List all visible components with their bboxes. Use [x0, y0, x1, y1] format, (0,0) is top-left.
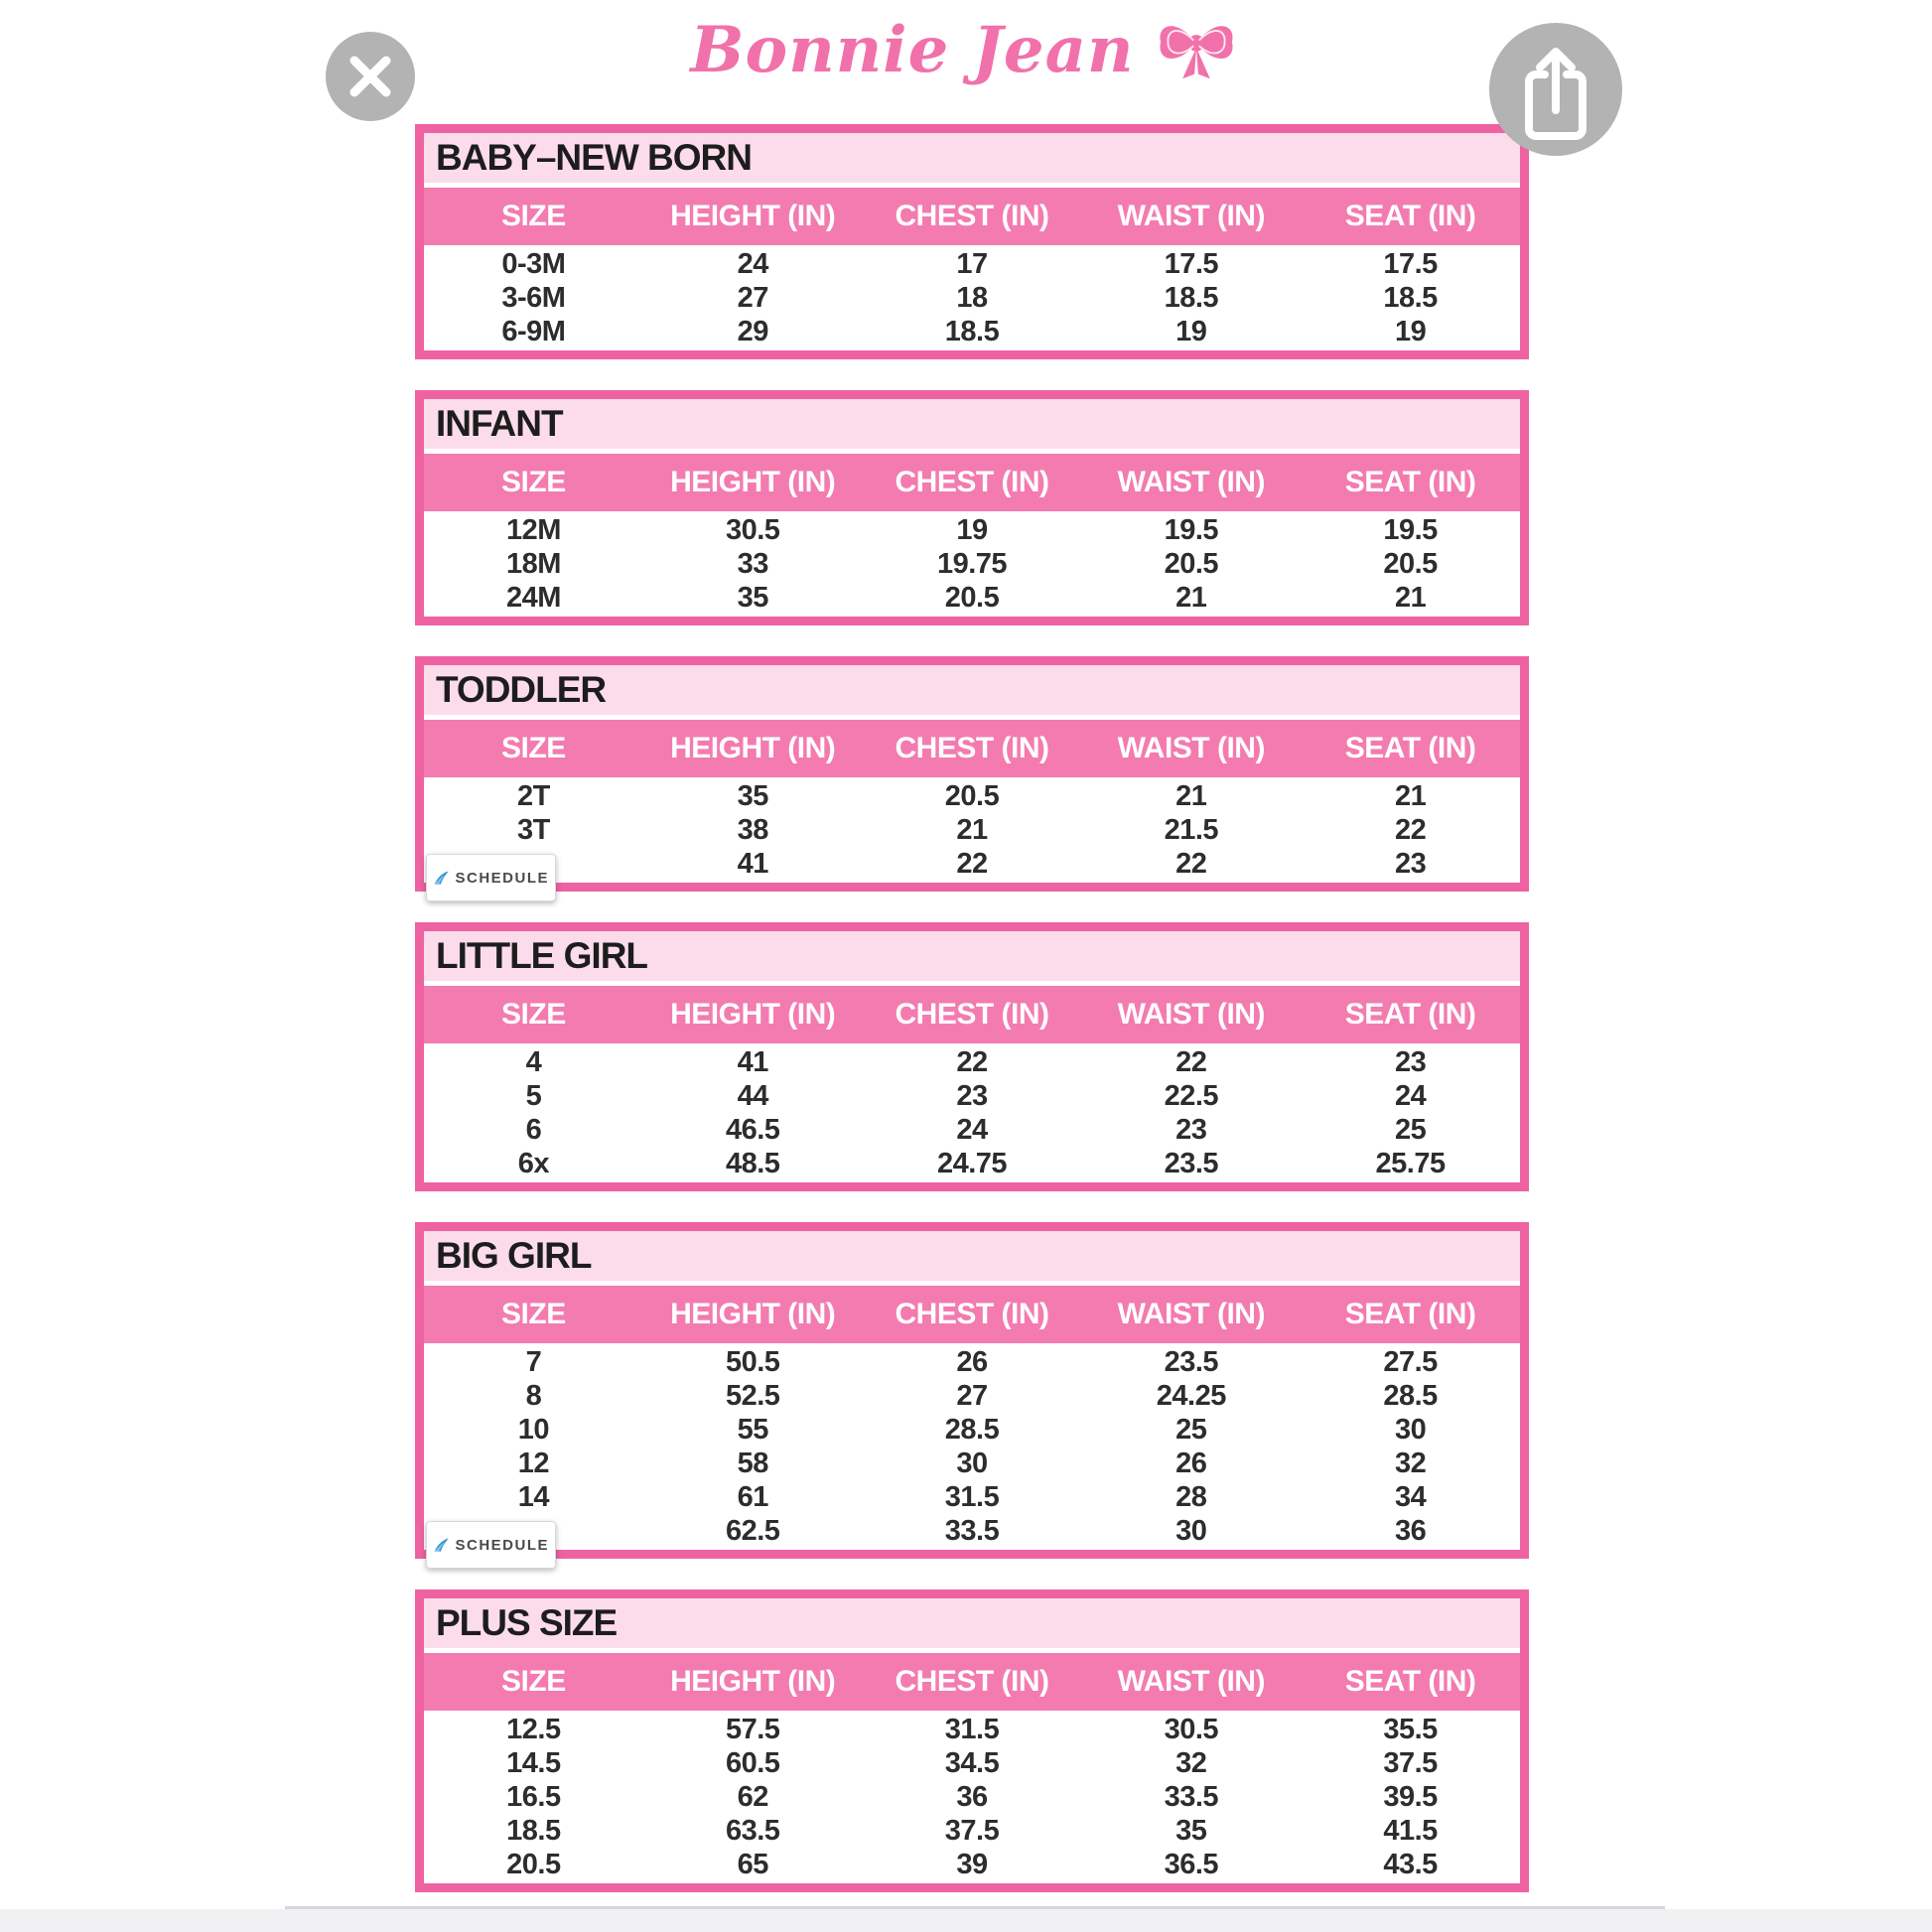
table-cell: 61	[737, 1480, 768, 1513]
table-cell: 21	[1394, 779, 1427, 812]
size-table-plus-size	[415, 1589, 1529, 1892]
share-icon	[1489, 23, 1622, 156]
table-cell: 30	[956, 1447, 988, 1479]
table-rows	[424, 1043, 1520, 1182]
table-row	[424, 779, 1520, 813]
column-header: SEAT (IN)	[1344, 1665, 1476, 1698]
column-header: WAIST (IN)	[1117, 200, 1265, 232]
schedule-icon	[433, 1536, 450, 1555]
column-header: SEAT (IN)	[1344, 200, 1476, 232]
table-cell: 19	[1175, 315, 1207, 347]
table-row	[424, 1413, 1520, 1447]
column-header: SIZE	[501, 466, 566, 498]
table-cell: 55	[737, 1413, 768, 1446]
table-row	[424, 813, 1520, 847]
table-cell: 20.5	[944, 581, 1000, 614]
table-cell: 12	[517, 1447, 550, 1479]
table-row	[424, 847, 1520, 881]
column-header: SEAT (IN)	[1344, 998, 1476, 1031]
table-row	[424, 1713, 1520, 1746]
table-cell: 5	[525, 1079, 542, 1112]
table-cell: 20.5	[1164, 547, 1219, 580]
table-header-row	[424, 1653, 1520, 1711]
column-header: WAIST (IN)	[1117, 1665, 1265, 1698]
table-header-row	[424, 986, 1520, 1043]
table-cell: 35	[737, 779, 768, 812]
table-cell: 21	[1394, 581, 1427, 614]
column-header: SEAT (IN)	[1344, 466, 1476, 498]
table-cell: 41	[737, 847, 768, 880]
size-table-baby-new-born	[415, 124, 1529, 359]
table-cell: 41	[737, 1045, 768, 1078]
table-cell: 20.5	[944, 779, 1000, 812]
table-row	[424, 1045, 1520, 1079]
table-cell: 36	[956, 1780, 988, 1813]
table-cell: 32	[1394, 1447, 1427, 1479]
table-cell: 23	[1394, 847, 1427, 880]
table-title: BABY–NEW BORN	[424, 133, 1520, 183]
table-cell: 50.5	[725, 1345, 780, 1378]
table-cell: 8	[525, 1379, 542, 1412]
table-cell: 17	[956, 247, 988, 280]
table-row	[424, 1345, 1520, 1379]
table-cell: 27	[737, 281, 768, 314]
share-button[interactable]	[1489, 23, 1622, 156]
table-cell: 23	[1175, 1113, 1207, 1146]
table-cell: 36	[1394, 1514, 1427, 1547]
table-cell: 2T	[516, 779, 550, 812]
table-row	[424, 1814, 1520, 1848]
table-cell: 23	[1394, 1045, 1427, 1078]
table-cell: 3T	[516, 813, 550, 846]
table-title: BIG GIRL	[424, 1231, 1520, 1281]
column-header: HEIGHT (IN)	[670, 466, 836, 498]
table-cell: 22	[1175, 847, 1207, 880]
table-header-row	[424, 1286, 1520, 1343]
column-header: CHEST (IN)	[895, 466, 1049, 498]
table-cell: 21.5	[1164, 813, 1219, 846]
table-cell: 35	[737, 581, 768, 614]
schedule-overlay-label: SCHEDULE	[455, 869, 549, 887]
table-cell: 28.5	[944, 1413, 1000, 1446]
column-header: WAIST (IN)	[1117, 466, 1265, 498]
column-header: SIZE	[501, 1665, 566, 1698]
table-cell: 6x	[517, 1147, 550, 1179]
column-header: SIZE	[501, 998, 566, 1031]
table-cell: 22	[956, 1045, 988, 1078]
table-cell: 39	[956, 1848, 988, 1880]
table-cell: 24.25	[1156, 1379, 1226, 1412]
table-header-row	[424, 454, 1520, 511]
table-cell: 38	[737, 813, 768, 846]
table-cell: 12M	[505, 513, 561, 546]
schedule-overlay-label: SCHEDULE	[455, 1536, 549, 1554]
table-cell: 22	[1394, 813, 1427, 846]
table-cell: 29	[737, 315, 768, 347]
table-row	[424, 513, 1520, 547]
column-header: WAIST (IN)	[1117, 998, 1265, 1031]
table-rows	[424, 245, 1520, 350]
table-row	[424, 1079, 1520, 1113]
table-cell: 28.5	[1383, 1379, 1438, 1412]
schedule-overlay-button[interactable]	[426, 1521, 556, 1569]
table-cell: 16.5	[506, 1780, 561, 1813]
table-cell: 21	[956, 813, 988, 846]
table-cell: 24	[737, 247, 768, 280]
table-cell: 33.5	[944, 1514, 1000, 1547]
table-cell: 23	[956, 1079, 988, 1112]
schedule-icon	[433, 869, 450, 888]
table-row	[424, 1447, 1520, 1480]
table-cell: 33	[737, 547, 768, 580]
table-row	[424, 315, 1520, 348]
table-cell: 4	[525, 1045, 542, 1078]
table-cell: 31.5	[944, 1713, 1000, 1745]
column-header: CHEST (IN)	[895, 732, 1049, 764]
column-header: CHEST (IN)	[895, 1298, 1049, 1330]
table-cell: 35.5	[1383, 1713, 1438, 1745]
table-row	[424, 581, 1520, 615]
table-rows	[424, 511, 1520, 617]
table-cell: 21	[1175, 779, 1207, 812]
table-cell: 0-3M	[501, 247, 566, 280]
table-cell: 14.5	[506, 1746, 561, 1779]
table-cell: 14	[517, 1480, 550, 1513]
table-cell: 24M	[505, 581, 561, 614]
table-cell: 17.5	[1383, 247, 1438, 280]
size-table-infant	[415, 390, 1529, 625]
table-cell: 65	[737, 1848, 768, 1880]
table-cell: 52.5	[725, 1379, 780, 1412]
brand-logo-text: Bonnie Jean	[690, 12, 1135, 87]
table-cell: 10	[517, 1413, 550, 1446]
size-table-toddler	[415, 656, 1529, 892]
column-header: SIZE	[501, 1298, 566, 1330]
table-cell: 46.5	[725, 1113, 780, 1146]
table-row	[424, 1379, 1520, 1413]
table-cell: 18.5	[506, 1814, 561, 1847]
table-cell: 44	[737, 1079, 768, 1112]
table-cell: 41.5	[1383, 1814, 1438, 1847]
column-header: SEAT (IN)	[1344, 1298, 1476, 1330]
table-cell: 18.5	[1164, 281, 1219, 314]
table-cell: 36.5	[1164, 1848, 1219, 1880]
table-cell: 12.5	[506, 1713, 561, 1745]
table-row	[424, 247, 1520, 281]
table-row	[424, 1848, 1520, 1881]
table-rows	[424, 1711, 1520, 1883]
table-cell: 3-6M	[501, 281, 566, 314]
table-cell: 24	[1394, 1079, 1427, 1112]
table-cell: 19.5	[1164, 513, 1219, 546]
table-title: LITTLE GIRL	[424, 931, 1520, 981]
table-cell: 18.5	[944, 315, 1000, 347]
column-header: CHEST (IN)	[895, 1665, 1049, 1698]
column-header: HEIGHT (IN)	[670, 200, 836, 232]
table-cell: 27.5	[1383, 1345, 1438, 1378]
table-cell: 34	[1394, 1480, 1427, 1513]
table-cell: 23.5	[1164, 1147, 1219, 1179]
table-header-row	[424, 188, 1520, 245]
table-cell: 18	[956, 281, 988, 314]
table-cell: 6-9M	[501, 315, 566, 347]
table-row	[424, 281, 1520, 315]
table-title: INFANT	[424, 399, 1520, 449]
size-table-big-girl	[415, 1222, 1529, 1559]
table-row	[424, 1113, 1520, 1147]
column-header: CHEST (IN)	[895, 998, 1049, 1031]
column-header: SEAT (IN)	[1344, 732, 1476, 764]
table-cell: 37.5	[944, 1814, 1000, 1847]
column-header: CHEST (IN)	[895, 200, 1049, 232]
column-header: HEIGHT (IN)	[670, 732, 836, 764]
table-cell: 39.5	[1383, 1780, 1438, 1813]
table-rows	[424, 1343, 1520, 1550]
table-cell: 25	[1394, 1113, 1427, 1146]
table-cell: 22.5	[1164, 1079, 1219, 1112]
table-cell: 19	[1394, 315, 1427, 347]
table-cell: 48.5	[725, 1147, 780, 1179]
table-row	[424, 1147, 1520, 1180]
table-title: PLUS SIZE	[424, 1598, 1520, 1648]
close-button[interactable]	[326, 32, 415, 121]
table-cell: 30	[1394, 1413, 1427, 1446]
table-cell: 20.5	[506, 1848, 561, 1880]
brand-logo	[0, 4, 1932, 95]
column-header: WAIST (IN)	[1117, 1298, 1265, 1330]
table-cell: 26	[956, 1345, 988, 1378]
table-rows	[424, 777, 1520, 883]
table-cell: 31.5	[944, 1480, 1000, 1513]
table-cell: 27	[956, 1379, 988, 1412]
table-cell: 6	[525, 1113, 542, 1146]
table-cell: 25	[1175, 1413, 1207, 1446]
table-cell: 57.5	[725, 1713, 780, 1745]
table-cell: 62	[737, 1780, 768, 1813]
table-row	[424, 547, 1520, 581]
table-cell: 19	[956, 513, 988, 546]
table-cell: 35	[1175, 1814, 1207, 1847]
table-cell: 23.5	[1164, 1345, 1219, 1378]
table-cell: 18.5	[1383, 281, 1438, 314]
table-cell: 30	[1175, 1514, 1207, 1547]
table-cell: 63.5	[725, 1814, 780, 1847]
table-header-row	[424, 720, 1520, 777]
table-cell: 21	[1175, 581, 1207, 614]
column-header: HEIGHT (IN)	[670, 1665, 836, 1698]
table-cell: 60.5	[725, 1746, 780, 1779]
table-cell: 28	[1175, 1480, 1207, 1513]
table-cell: 19.5	[1383, 513, 1438, 546]
size-table-little-girl	[415, 922, 1529, 1191]
page-bottom-area	[0, 1909, 1932, 1932]
column-header: HEIGHT (IN)	[670, 998, 836, 1031]
table-cell: 62.5	[725, 1514, 780, 1547]
table-cell: 18M	[505, 547, 561, 580]
table-cell: 20.5	[1383, 547, 1438, 580]
column-header: SIZE	[501, 732, 566, 764]
table-cell: 24.75	[936, 1147, 1008, 1179]
table-row	[424, 1480, 1520, 1514]
table-cell: 7	[525, 1345, 542, 1378]
table-cell: 37.5	[1383, 1746, 1438, 1779]
table-row	[424, 1746, 1520, 1780]
table-cell: 19.75	[936, 547, 1008, 580]
table-cell: 22	[1175, 1045, 1207, 1078]
table-cell: 25.75	[1375, 1147, 1446, 1179]
table-row	[424, 1780, 1520, 1814]
table-title: TODDLER	[424, 665, 1520, 715]
table-cell: 30.5	[1164, 1713, 1219, 1745]
table-cell: 24	[956, 1113, 988, 1146]
column-header: HEIGHT (IN)	[670, 1298, 836, 1330]
schedule-overlay-button[interactable]	[426, 854, 556, 901]
table-cell: 34.5	[944, 1746, 1000, 1779]
table-cell: 43.5	[1383, 1848, 1438, 1880]
table-row	[424, 1514, 1520, 1548]
size-chart	[415, 124, 1529, 1892]
table-cell: 26	[1175, 1447, 1207, 1479]
table-cell: 33.5	[1164, 1780, 1219, 1813]
table-cell: 17.5	[1164, 247, 1219, 280]
column-header: WAIST (IN)	[1117, 732, 1265, 764]
table-cell: 30.5	[725, 513, 780, 546]
table-cell: 32	[1175, 1746, 1207, 1779]
table-cell: 58	[737, 1447, 768, 1479]
table-cell: 22	[956, 847, 988, 880]
close-icon	[326, 32, 415, 121]
bow-icon	[1151, 2, 1242, 98]
column-header: SIZE	[501, 200, 566, 232]
